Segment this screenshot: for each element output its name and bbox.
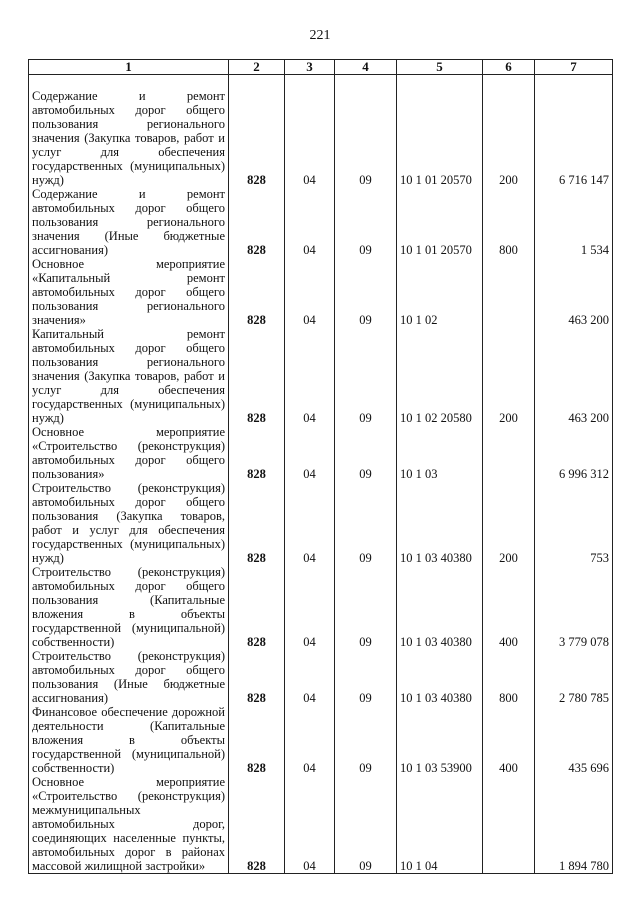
column-header-1: 1 (29, 60, 229, 75)
row-section: 04 (285, 705, 335, 775)
row-name: Содержание и ремонт автомобильных дорог общего пользования регионального значения (Закупка товаров, работ и услуг для обеспечения государственных (муниципальных) нужд) (29, 75, 229, 188)
table-row (29, 705, 613, 775)
row-amount: 435 696 (535, 705, 613, 775)
table-row (29, 649, 613, 705)
row-name: Финансовое обеспечение дорожной деятельности (Капитальные вложения в объекты государственной (муниципальной) собственности) (29, 705, 229, 775)
row-section: 04 (285, 257, 335, 327)
row-section: 04 (285, 649, 335, 705)
row-amount: 463 200 (535, 327, 613, 425)
row-target-code: 10 1 02 (397, 257, 483, 327)
row-amount: 6 716 147 (535, 75, 613, 188)
row-expense-type: 400 (483, 565, 535, 649)
table-row (29, 75, 613, 188)
row-amount: 2 780 785 (535, 649, 613, 705)
row-subsection: 09 (335, 705, 397, 775)
row-grbs: 828 (229, 257, 285, 327)
row-expense-type (483, 775, 535, 874)
row-name: Строительство (реконструкция) автомобильных дорог общего пользования (Капитальные вложения в объекты государственной (муниципальной) собственности) (29, 565, 229, 649)
row-name: Основное мероприятие «Строительство (реконструкция) межмуниципальных автомобильных дорог, соединяющих населенные пункты, автомобильных дорог в районах массовой жилищной застройки» (29, 775, 229, 874)
column-header-2: 2 (229, 60, 285, 75)
row-target-code: 10 1 01 20570 (397, 75, 483, 188)
column-header-4: 4 (335, 60, 397, 75)
row-expense-type: 200 (483, 481, 535, 565)
row-grbs: 828 (229, 187, 285, 257)
table-header (29, 60, 613, 75)
row-target-code: 10 1 01 20570 (397, 187, 483, 257)
column-header-6: 6 (483, 60, 535, 75)
table-row (29, 327, 613, 425)
row-subsection: 09 (335, 425, 397, 481)
table-row (29, 187, 613, 257)
column-header-7: 7 (535, 60, 613, 75)
row-amount: 753 (535, 481, 613, 565)
row-target-code: 10 1 03 40380 (397, 649, 483, 705)
row-expense-type: 400 (483, 705, 535, 775)
row-section: 04 (285, 75, 335, 188)
row-section: 04 (285, 187, 335, 257)
header-row (29, 60, 613, 75)
row-target-code: 10 1 03 (397, 425, 483, 481)
page-number: 221 (309, 28, 331, 43)
row-expense-type: 800 (483, 649, 535, 705)
row-expense-type (483, 257, 535, 327)
row-section: 04 (285, 425, 335, 481)
table-row (29, 775, 613, 874)
row-subsection: 09 (335, 481, 397, 565)
row-subsection: 09 (335, 565, 397, 649)
row-grbs: 828 (229, 327, 285, 425)
row-subsection: 09 (335, 327, 397, 425)
table-row (29, 565, 613, 649)
row-section: 04 (285, 481, 335, 565)
row-grbs: 828 (229, 481, 285, 565)
row-subsection: 09 (335, 257, 397, 327)
row-grbs: 828 (229, 649, 285, 705)
row-subsection: 09 (335, 187, 397, 257)
row-section: 04 (285, 565, 335, 649)
budget-table (28, 59, 613, 874)
row-name: Основное мероприятие «Строительство (реконструкция) автомобильных дорог общего пользования» (29, 425, 229, 481)
table-row (29, 257, 613, 327)
row-amount: 1 894 780 (535, 775, 613, 874)
column-header-3: 3 (285, 60, 335, 75)
row-amount: 6 996 312 (535, 425, 613, 481)
row-grbs: 828 (229, 775, 285, 874)
row-name: Капитальный ремонт автомобильных дорог общего пользования регионального значения (Закупка товаров, работ и услуг для обеспечения государственных (муниципальных) нужд) (29, 327, 229, 425)
row-grbs: 828 (229, 75, 285, 188)
row-grbs: 828 (229, 565, 285, 649)
row-subsection: 09 (335, 775, 397, 874)
table-row (29, 425, 613, 481)
row-section: 04 (285, 327, 335, 425)
table-body (29, 75, 613, 874)
table-row (29, 481, 613, 565)
row-section: 04 (285, 775, 335, 874)
row-name: Строительство (реконструкция) автомобильных дорог общего пользования (Закупка товаров, работ и услуг для обеспечения государственных (муниципальных) нужд) (29, 481, 229, 565)
row-target-code: 10 1 03 40380 (397, 565, 483, 649)
row-subsection: 09 (335, 75, 397, 188)
row-amount: 1 534 (535, 187, 613, 257)
row-name: Основное мероприятие «Капитальный ремонт автомобильных дорог общего пользования регионального значения» (29, 257, 229, 327)
row-name: Строительство (реконструкция) автомобильных дорог общего пользования (Иные бюджетные ассигнования) (29, 649, 229, 705)
row-amount: 463 200 (535, 257, 613, 327)
row-target-code: 10 1 03 53900 (397, 705, 483, 775)
row-target-code: 10 1 03 40380 (397, 481, 483, 565)
row-target-code: 10 1 04 (397, 775, 483, 874)
row-grbs: 828 (229, 705, 285, 775)
row-target-code: 10 1 02 20580 (397, 327, 483, 425)
row-amount: 3 779 078 (535, 565, 613, 649)
row-name: Содержание и ремонт автомобильных дорог общего пользования регионального значения (Иные бюджетные ассигнования) (29, 187, 229, 257)
column-header-5: 5 (397, 60, 483, 75)
row-subsection: 09 (335, 649, 397, 705)
row-expense-type (483, 425, 535, 481)
row-expense-type: 200 (483, 327, 535, 425)
row-grbs: 828 (229, 425, 285, 481)
row-expense-type: 800 (483, 187, 535, 257)
row-expense-type: 200 (483, 75, 535, 188)
